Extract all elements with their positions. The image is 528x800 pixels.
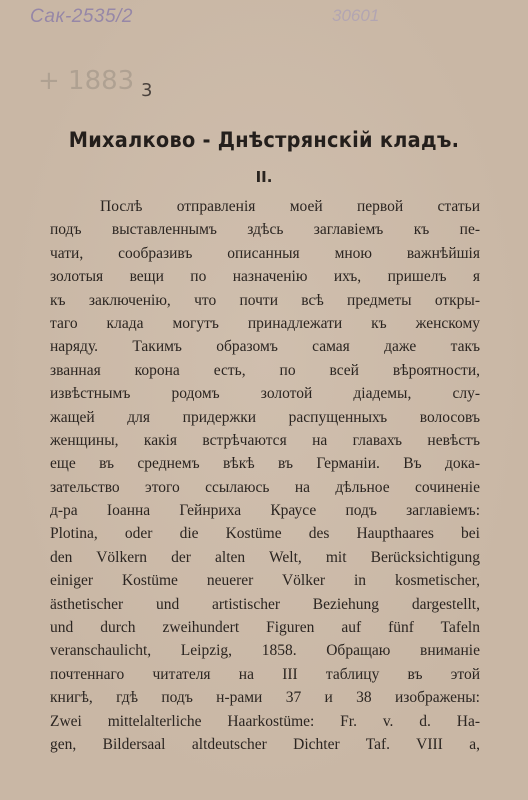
text-line: чати, сообразивъ описанныя мною важнѣйшія bbox=[50, 244, 480, 262]
text-line: veranschaulicht, Leipzig, 1858. Обращаю вниманіе bbox=[50, 642, 480, 660]
text-line: еще въ среднемъ вѣкѣ въ Германіи. Въ дока- bbox=[50, 455, 480, 473]
text-line: ästhetischer und artistischer Beziehung dargestellt, bbox=[50, 595, 480, 613]
text-line: Plotina, oder die Kostüme des Haupthaares bei bbox=[50, 525, 480, 543]
text-line: Zwei mittelalterliche Haarkostüme: Fr. v. d. Ha- bbox=[50, 712, 480, 730]
text-line: den Völkern der alten Welt, mit Berücksichtigung bbox=[50, 548, 480, 566]
text-line: званная корона есть, по всей вѣроятности, bbox=[50, 361, 480, 379]
text-line: книгѣ, гдѣ подъ н-рами 37 и 38 изображены: bbox=[50, 689, 480, 707]
text-line: къ заключенію, что почти всѣ предметы откры- bbox=[50, 291, 480, 309]
text-line: извѣстнымъ родомъ золотой діадемы, слу- bbox=[50, 385, 480, 403]
text-line: Послѣ отправленія моей первой статьи bbox=[100, 198, 480, 215]
text-line: подъ выставленнымъ здѣсь заглавіемъ къ пе- bbox=[50, 221, 480, 239]
text-line: einiger Kostüme neuerer Völker in kosmetischer, bbox=[50, 572, 480, 590]
body-text bbox=[50, 195, 480, 756]
page-number: 3 bbox=[141, 80, 153, 101]
document-title: Михалково - Днѣстрянскій кладъ. bbox=[68, 128, 460, 152]
text-line: зательство этого ссылаюсь на дѣльное сочиненіе bbox=[50, 478, 480, 496]
text-line: gen, Bildersaal altdeutscher Dichter Taf. VIII a, bbox=[50, 735, 480, 753]
library-stamp-left: Сак-2535/2 bbox=[30, 6, 133, 27]
text-line: таго клада могутъ принадлежати къ женскому bbox=[50, 314, 480, 332]
text-line: und durch zweihundert Figuren auf fünf Tafeln bbox=[50, 619, 480, 637]
text-line: золотыя вещи по назначенію ихъ, пришелъ я bbox=[50, 268, 480, 286]
text-line: почтеннаго читателя на III таблицу въ этой bbox=[50, 665, 480, 683]
text-line: женщины, какія встрѣчаются на главахъ невѣстъ bbox=[50, 431, 480, 449]
library-stamp-right: 30601 bbox=[332, 6, 380, 25]
text-line: жащей для придержки распущенныхъ волосовъ bbox=[50, 408, 480, 426]
text-line: наряду. Такимъ образомъ самая даже такъ bbox=[50, 338, 480, 356]
text-line: д-ра Іоанна Гейнриха Краусе подъ заглавіемъ: bbox=[50, 502, 480, 520]
section-number: II. bbox=[255, 168, 273, 186]
pencil-annotation: + 1883 bbox=[38, 66, 135, 96]
